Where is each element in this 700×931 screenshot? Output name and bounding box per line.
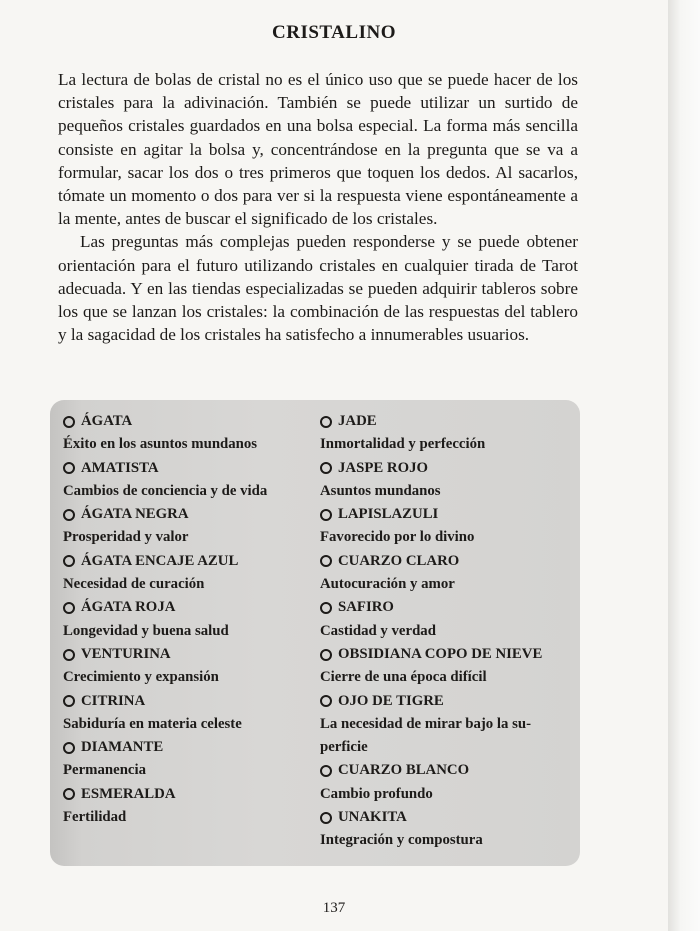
circle-bullet-icon xyxy=(63,509,75,521)
circle-bullet-icon xyxy=(63,602,75,614)
circle-bullet-icon xyxy=(63,742,75,754)
crystal-meaning: Crecimiento y expansión xyxy=(63,669,219,686)
crystal-name: CUARZO BLANCO xyxy=(320,759,570,782)
crystal-name: ÁGATA xyxy=(63,410,313,433)
crystal-name: OJO DE TIGRE xyxy=(320,690,570,713)
crystal-name: UNAKITA xyxy=(320,806,570,829)
circle-bullet-icon xyxy=(320,462,332,474)
crystal-name: VENTURINA xyxy=(63,643,313,666)
crystal-list-right xyxy=(320,410,570,853)
circle-bullet-icon xyxy=(63,555,75,567)
circle-bullet-icon xyxy=(63,788,75,800)
paragraph: La lectura de bolas de cristal no es el único uso que se puede hacer de los cristales para la adivinación. También se puede utilizar un surtido de pequeños cristales guardados en una bolsa especial. La forma más sencilla consiste en agitar la bolsa y, concentrándose en la pregunta que se va a formular, sacar los dos o tres primeros que toquen los dedos. Al sacarlos, tómate un momento o dos para ver si la respuesta viene espontáneamente a la mente, antes de buscar el significado de los cristales. xyxy=(58,70,578,229)
circle-bullet-icon xyxy=(320,765,332,777)
crystal-name: ÁGATA ENCAJE AZUL xyxy=(63,550,313,573)
crystal-name: AMATISTA xyxy=(63,457,313,480)
page-title: CRISTALINO xyxy=(272,22,396,43)
crystal-meaning: Cierre de una época difícil xyxy=(320,669,487,686)
crystal-name: ESMERALDA xyxy=(63,783,313,806)
crystal-name: CITRINA xyxy=(63,690,313,713)
crystal-meaning: Permanencia xyxy=(63,762,147,779)
crystal-meaning: Necesidad de curación xyxy=(63,576,205,593)
crystal-meaning: Longevidad y buena salud xyxy=(63,622,229,639)
crystal-meaning: Fertilidad xyxy=(63,809,127,826)
crystal-meaning: La necesidad de mirar bajo la su-perficie xyxy=(320,715,532,756)
circle-bullet-icon xyxy=(63,649,75,661)
crystal-meaning: Sabiduría en materia celeste xyxy=(63,715,242,732)
circle-bullet-icon xyxy=(320,602,332,614)
page-number: 137 xyxy=(322,900,346,916)
crystal-name: SAFIRO xyxy=(320,596,570,619)
crystal-meaning: Favorecido por lo divino xyxy=(320,529,475,546)
crystal-meaning: Asuntos mundanos xyxy=(320,482,441,499)
crystal-meaning: Autocuración y amor xyxy=(320,576,455,593)
crystal-meaning: Castidad y verdad xyxy=(320,622,436,639)
crystal-name: DIAMANTE xyxy=(63,736,313,759)
circle-bullet-icon xyxy=(63,462,75,474)
circle-bullet-icon xyxy=(320,509,332,521)
crystal-name: JADE xyxy=(320,410,570,433)
circle-bullet-icon xyxy=(320,555,332,567)
crystal-meaning: Inmortalidad y perfección xyxy=(320,436,486,453)
page-edge xyxy=(668,0,700,931)
crystal-list-left xyxy=(63,410,313,829)
crystal-name: LAPISLAZULI xyxy=(320,503,570,526)
crystal-meaning: Integración y compostura xyxy=(320,832,483,849)
circle-bullet-icon xyxy=(320,695,332,707)
body-text xyxy=(58,68,578,346)
circle-bullet-icon xyxy=(63,416,75,428)
circle-bullet-icon xyxy=(320,649,332,661)
crystal-meaning: Prosperidad y valor xyxy=(63,529,189,546)
circle-bullet-icon xyxy=(63,695,75,707)
crystal-name: ÁGATA NEGRA xyxy=(63,503,313,526)
circle-bullet-icon xyxy=(320,416,332,428)
crystal-meaning: Cambio profundo xyxy=(320,785,433,802)
crystal-name: ÁGATA ROJA xyxy=(63,596,313,619)
crystal-name: CUARZO CLARO xyxy=(320,550,570,573)
crystal-name: OBSIDIANA COPO DE NIEVE xyxy=(320,643,570,666)
crystal-name: JASPE ROJO xyxy=(320,457,570,480)
circle-bullet-icon xyxy=(320,812,332,824)
paragraph: Las preguntas más complejas pueden responderse y se puede obtener orientación para el futuro utilizando cristales en cualquier tirada de Tarot adecuada. Y en las tiendas especializadas se pueden adquirir tableros sobre los que se lanzan los cristales: la combinación de las respuestas del tablero y la sagacidad de los cristales ha satisfecho a innumerables usuarios. xyxy=(58,232,578,345)
crystal-meaning: Éxito en los asuntos mundanos xyxy=(63,436,258,453)
crystal-meaning: Cambios de conciencia y de vida xyxy=(63,482,268,499)
